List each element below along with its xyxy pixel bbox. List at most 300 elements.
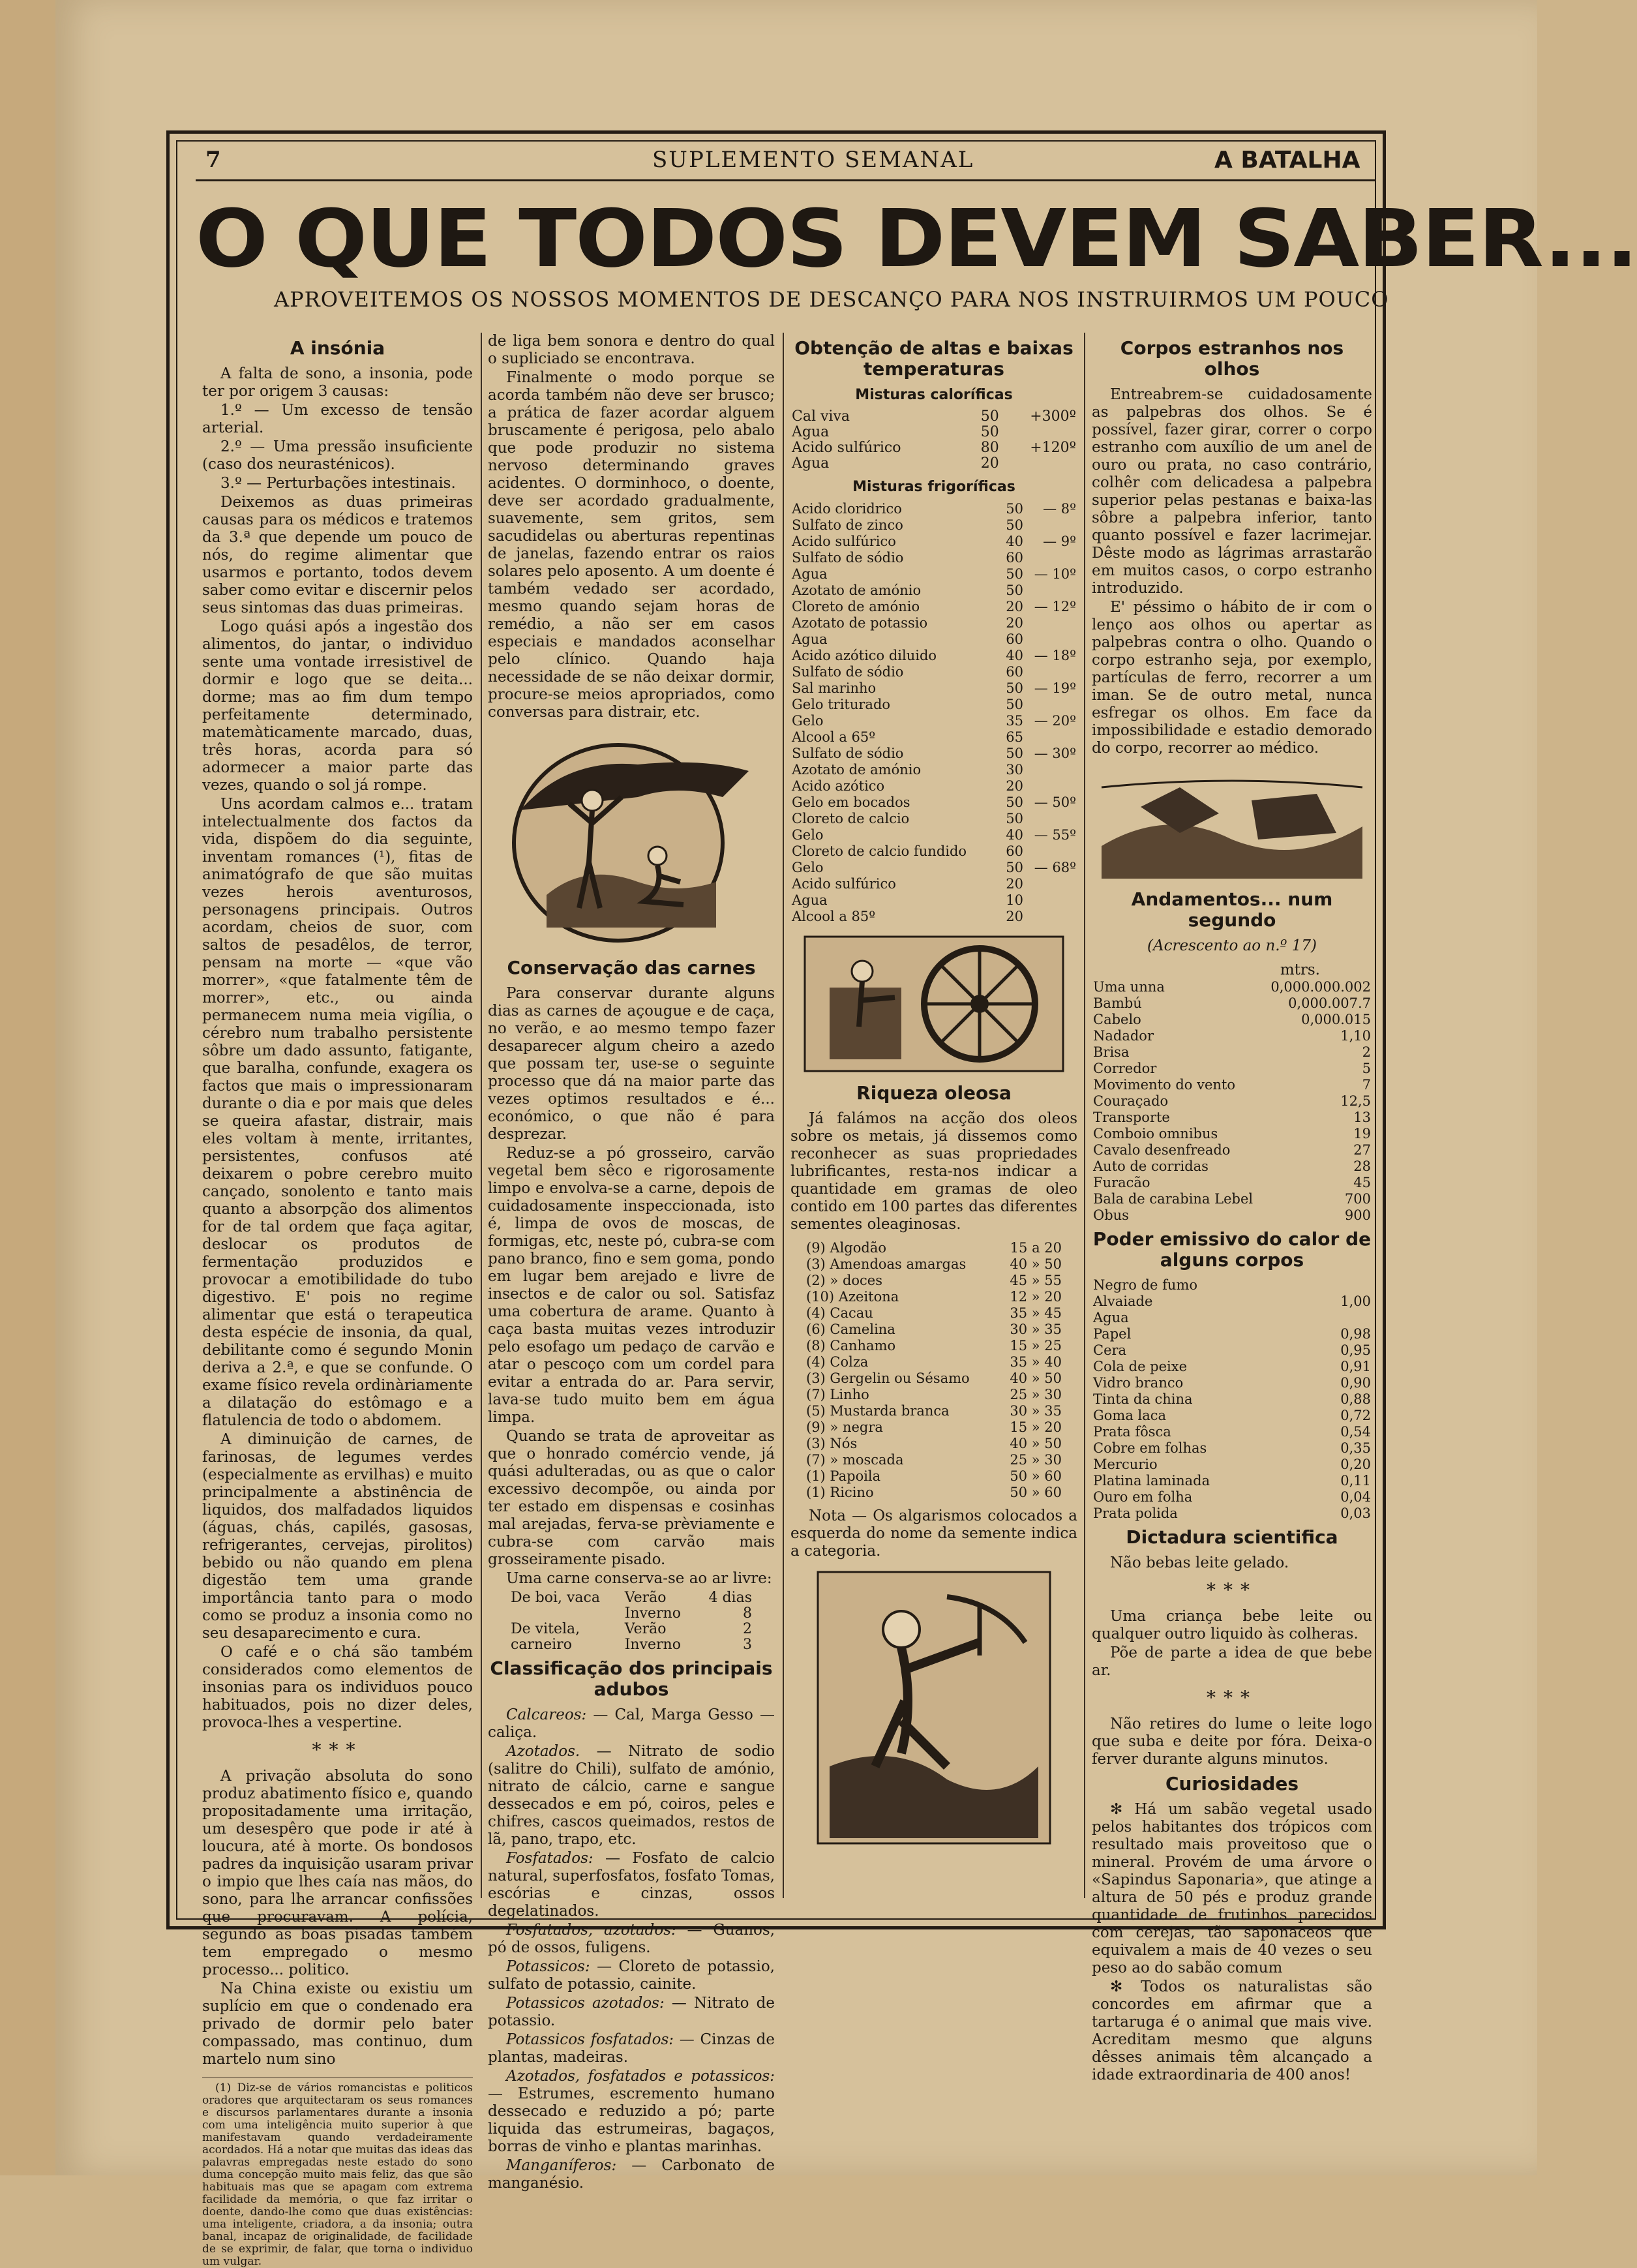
- substance-cell: Sal marinho: [792, 680, 877, 696]
- calor-title: Poder emissivo do calor de alguns corpos: [1092, 1228, 1372, 1271]
- result-cell: [1025, 697, 1077, 713]
- result-cell: +120º: [1030, 440, 1076, 456]
- speed-name-cell: Transporte: [1093, 1110, 1170, 1125]
- substance-cell: Alcool a 85º: [792, 909, 876, 924]
- dictadura-title: Dictadura scientifica: [1126, 1526, 1338, 1548]
- result-cell: [1025, 615, 1077, 631]
- speed-value-cell: 45: [1353, 1175, 1371, 1190]
- emissivity-cell: 0,04: [1340, 1489, 1371, 1505]
- insonia-cause-3: 3.º — Perturbações intestinais.: [220, 475, 456, 492]
- parts-cell: 35: [1006, 713, 1024, 729]
- miner-with-pickaxe-illustration: [817, 1571, 1051, 1845]
- emissivity-cell: 0,90: [1340, 1375, 1371, 1391]
- result-cell: — 20º: [1034, 713, 1076, 729]
- adubo-item: [488, 1850, 775, 1920]
- carnes-paragraph: Uma carne conserva-se ao ar livre:: [506, 1570, 772, 1587]
- supplement-title: SUPLEMENTO SEMANAL: [652, 147, 974, 173]
- adubo-text: — Nitrato de potassio.: [488, 1995, 775, 2029]
- carnes-title: Conservação das carnes: [507, 957, 756, 978]
- carnes-table: [509, 1590, 753, 1653]
- body-name-cell: Alvaiade: [1093, 1293, 1153, 1309]
- table-row: [805, 1273, 1063, 1289]
- table-row: [790, 409, 1077, 425]
- substance-cell: Sulfato de sódio: [792, 746, 904, 761]
- table-row: [1092, 1028, 1372, 1044]
- adubo-text: — Estrumes, escremento humano dessecado e reduzido a pó; parte liquida das estrumeiras, bagaços, borras de vinho e plantas marinhas.: [488, 2085, 775, 2155]
- table-row: [805, 1240, 1063, 1256]
- table-row: [509, 1622, 753, 1637]
- adubo-item: [488, 2068, 775, 2156]
- oleosa-table: [805, 1240, 1063, 1501]
- substance-cell: Agua: [792, 455, 830, 472]
- table-row: [805, 1485, 1063, 1501]
- adubos-title: Classificação dos principais adubos: [490, 1657, 773, 1700]
- sub-headline: APROVEITEMOS OS NOSSOS MOMENTOS DE DESCANÇO PARA NOS INSTRUIRMOS UM POUCO: [274, 287, 1389, 312]
- speed-value-cell: 700: [1344, 1191, 1371, 1207]
- table-row: [1092, 1326, 1372, 1342]
- seed-cell: (8) Canhamo: [806, 1338, 896, 1353]
- substance-cell: Azotato de amónio: [792, 582, 922, 598]
- substance-cell: Acido azótico: [792, 778, 885, 794]
- parts-cell: 50: [980, 424, 999, 440]
- emissivity-cell: 0,91: [1340, 1359, 1371, 1374]
- range-cell: 40 » 50: [1010, 1436, 1062, 1451]
- table-row: [1092, 1077, 1372, 1093]
- adubo-text: — Fosfato de calcio natural, superfosfatos, fosfato Tomas, escórias e cinzas, ossos degelatinados.: [488, 1850, 775, 1920]
- result-cell: — 50º: [1034, 794, 1076, 810]
- adubo-label: Potassicos:: [506, 1958, 590, 1975]
- body-name-cell: Vidro branco: [1093, 1375, 1184, 1391]
- adubo-text: — Guanos, pó de ossos, fuligens.: [488, 1922, 775, 1956]
- substance-cell: Acido cloridrico: [792, 501, 902, 517]
- parts-cell: 60: [1006, 664, 1024, 680]
- speed-value-cell: 27: [1353, 1142, 1371, 1158]
- insonia-paragraph: Uns acordam calmos e... tratam intelectualmente dos factos da vida, dispõem do dia seguinte, inventam romances (¹), fitas de animatógrafo de que são muitas vezes herois aventurosos, personagens principais. Outros acordam, cheios de suor, com saltos de pesadêlos, de terror, pensam na morte — «que vão morrer», «que fatalmente têm de morrer», etc., ou ainda permanecem numa meia vigília, o cérebro num trabalho persistente sôbre um dado assunto, fatigante, que baralha, confunde, exagera os factos que mais o impressionaram durante o dia e por mais que deles se queira afastar, distrair, mais eles voltam à mente, irritantes, persistentes, confusos até deixarem o pobre cerebro muito cançado, sonolento e tanto mais quanto a absorpção dos alimentos for de tal ordem que faça agitar, deslocar os produtos de fermentação produzidos e provocar a emotibilidade do tubo digestivo. E' pois no regime alimentar que está o terapeutica desta espécie de insonia, da qual, debilitante como é segundo Monin deriva a 2.ª, e que se confunde. O exame físico revela ordinàriamente a dilatação do estômago e a flatulencia de todo o abdomem.: [202, 796, 473, 1429]
- table-row: [790, 843, 1077, 860]
- andamentos-subtitle: (Acrescento ao n.º 17): [1147, 937, 1317, 954]
- section-stars: ***: [1207, 1687, 1257, 1708]
- page-edge: [0, 0, 57, 2175]
- parts-cell: 50: [1006, 697, 1024, 712]
- speed-name-cell: Movimento do vento: [1093, 1077, 1236, 1093]
- table-row: [509, 1637, 753, 1653]
- parts-cell: 80: [980, 440, 999, 456]
- meat-cell: De boi, vaca: [511, 1590, 600, 1606]
- section-stars: ***: [1207, 1579, 1257, 1601]
- page-number: 7: [205, 147, 221, 173]
- range-cell: 40 » 50: [1010, 1256, 1062, 1272]
- table-row: [790, 631, 1077, 648]
- adubo-label: Fosfatados, azotados:: [506, 1922, 676, 1939]
- table-row: [1092, 1093, 1372, 1110]
- substance-cell: Cloreto de calcio fundido: [792, 843, 967, 859]
- emissivity-cell: 0,72: [1340, 1408, 1371, 1423]
- speed-name-cell: Cavalo desenfreado: [1093, 1142, 1231, 1158]
- body-name-cell: Prata polida: [1093, 1505, 1178, 1521]
- emissivity-cell: [1312, 1277, 1372, 1293]
- range-cell: 25 » 30: [1010, 1387, 1062, 1402]
- table-row: [805, 1256, 1063, 1273]
- table-row: [790, 440, 1077, 456]
- table-row: [790, 680, 1077, 697]
- table-row: [790, 860, 1077, 876]
- calor-table: [1092, 1277, 1372, 1522]
- carnes-paragraph: Para conservar durante alguns dias as carnes de açougue e de caça, no verão, e ao mesmo tempo fazer desaparecer algum cheiro a azedo que possam ter, use-se o seguinte processo que dá na maior parte das vezes optimos resultados e é... económico, o que não é para desprezar.: [488, 985, 775, 1143]
- table-row: [790, 648, 1077, 664]
- range-cell: 25 » 30: [1010, 1452, 1062, 1468]
- range-cell: 35 » 45: [1010, 1305, 1062, 1321]
- speed-value-cell: 7: [1362, 1077, 1371, 1093]
- adubo-text: — Carbonato de manganésio.: [488, 2157, 775, 2192]
- column-divider: [481, 333, 482, 1898]
- dictadura-paragraph: Não bebas leite gelado.: [1110, 1554, 1289, 1571]
- body-name-cell: Negro de fumo: [1093, 1277, 1198, 1293]
- table-row: [790, 729, 1077, 746]
- adubo-text: — Nitrato de sodio (salitre do Chili), sulfato de amónio, nitrato de cálcio, carne e sangue dessecados e em pó, coiros, peles e chifres, cascos queimados, restos de lã, pano, trapo, etc.: [488, 1743, 775, 1848]
- speed-value-cell: 13: [1353, 1110, 1371, 1125]
- substance-cell: Cloreto de amónio: [792, 599, 920, 614]
- machinery-illustration: [803, 935, 1064, 1072]
- table-row: [805, 1468, 1063, 1485]
- body-name-cell: Tinta da china: [1093, 1391, 1193, 1407]
- adubo-item: [488, 1922, 775, 1957]
- adubo-item: [488, 1958, 775, 1993]
- table-row: [790, 892, 1077, 909]
- newspaper-name: A BATALHA: [1214, 147, 1360, 174]
- parts-cell: 40: [1006, 648, 1024, 663]
- insonia-cause-2: 2.º — Uma pressão insuficiente (caso dos neurasténicos).: [202, 438, 473, 473]
- emissivity-cell: 0,88: [1340, 1391, 1371, 1407]
- result-cell: [1025, 550, 1077, 566]
- substance-cell: Acido sulfúrico: [792, 440, 901, 456]
- table-row: [790, 811, 1077, 827]
- substance-cell: Agua: [792, 424, 830, 440]
- seed-cell: (10) Azeitona: [806, 1289, 899, 1305]
- result-cell: — 19º: [1034, 680, 1076, 696]
- table-row: [1092, 1505, 1372, 1522]
- result-cell: — 8º: [1043, 501, 1076, 517]
- parts-cell: 20: [1006, 876, 1024, 892]
- result-cell: — 30º: [1034, 746, 1076, 761]
- table-row: [1092, 1191, 1372, 1207]
- speed-value-cell: 0,000.000.002: [1270, 979, 1371, 995]
- adubo-text: — Cal, Marga Gesso — caliça.: [488, 1706, 775, 1741]
- table-row: [805, 1289, 1063, 1305]
- insonia-footnote: [202, 2078, 473, 2268]
- adubo-label: Azotados.: [506, 1743, 580, 1760]
- seed-cell: (7) Linho: [806, 1387, 869, 1402]
- body-name-cell: Goma laca: [1093, 1408, 1167, 1423]
- meat-cell: carneiro: [511, 1637, 572, 1653]
- body-name-cell: Mercurio: [1093, 1457, 1158, 1472]
- emissivity-cell: [1312, 1310, 1372, 1326]
- parts-cell: 50: [1006, 582, 1024, 598]
- table-row: [790, 550, 1077, 566]
- insonia-title: A insónia: [290, 337, 385, 359]
- adubo-item: [488, 1995, 775, 2030]
- speed-name-cell: Brisa: [1093, 1044, 1130, 1060]
- adubo-label: Fosfatados:: [506, 1850, 593, 1867]
- table-row: [1092, 1440, 1372, 1457]
- result-cell: [1025, 909, 1077, 925]
- range-cell: 15 » 20: [1010, 1419, 1062, 1435]
- parts-cell: 50: [1006, 566, 1024, 582]
- range-cell: 30 » 35: [1010, 1322, 1062, 1337]
- speed-name-cell: Cabelo: [1093, 1012, 1141, 1027]
- carnes-paragraph: Quando se trata de aproveitar as que o honrado comércio vende, já quási adulteradas, ou as que o calor excessivo decompõe, ou ainda por ter estado em dispensas e cosinhas mal arejadas, ferva-se prèviamente e cubra-se com carvão mais grosseiramente pisado.: [488, 1428, 775, 1568]
- insonia-intro: A falta de sono, a insonia, pode ter por origem 3 causas:: [202, 365, 473, 400]
- olhos-paragraph: E' péssimo o hábito de ir com o lenço aos olhos ou apertar as palpebras contra o olho. Quando o corpo estranho seja, por exemplo, partículas de ferro, recorrer a um iman. Se de outro metal, nunca esfregar os olhos. Em face da impossibilidade e estadio demorado do corpo, recorrer ao médico.: [1092, 599, 1372, 757]
- table-row: [1092, 979, 1372, 995]
- emissivity-cell: 1,00: [1340, 1293, 1371, 1309]
- time-cell: 2: [743, 1621, 752, 1637]
- speed-name-cell: Nadador: [1093, 1028, 1154, 1044]
- result-cell: [1025, 778, 1077, 794]
- table-row: [790, 909, 1077, 925]
- substance-cell: Acido sulfúrico: [792, 876, 896, 892]
- result-cell: [1025, 664, 1077, 680]
- frigorificas-title: Misturas frigoríficas: [852, 479, 1015, 495]
- column-1: [202, 333, 473, 2268]
- seed-cell: (3) Amendoas amargas: [806, 1256, 967, 1272]
- parts-cell: 50: [1006, 501, 1024, 517]
- speed-value-cell: 19: [1353, 1126, 1371, 1142]
- result-cell: +300º: [1030, 408, 1076, 425]
- table-row: [790, 746, 1077, 762]
- curiosidades-paragraph: ✻ Todos os naturalistas são concordes em afirmar que a tartaruga é o animal que mais vive. Acreditam mesmo que alguns dêsses animais têm alcançado a idade extraordinaria de 400 anos!: [1092, 1978, 1372, 2083]
- substance-cell: Sulfato de sódio: [792, 550, 904, 566]
- result-cell: — 12º: [1034, 599, 1076, 614]
- body-name-cell: Ouro em folha: [1093, 1489, 1193, 1505]
- seed-cell: (4) Cacau: [806, 1305, 873, 1321]
- substance-cell: Cal viva: [792, 408, 850, 425]
- carnes-paragraph: Reduz-se a pó grosseiro, carvão vegetal bem sêco e rigorosamente limpo e envolva-se a carne, depois de cuidadosamente inspeccionada, isto é, limpa de ovos de moscas, de formigas, etc, neste pó, cubra-se com pano branco, fino e sem goma, pondo em lugar bem arejado e livre de insectos e de calor ou sol. Satisfaz uma cobertura de arame. Quanto à caça basta muitas vezes introduzir pelo esofago um pedaço de carvão e atar o pescoço com um cordel para evitar a entrada do ar. Para servir, lava-se tudo muito bem em água limpa.: [488, 1145, 775, 1426]
- table-row: [790, 762, 1077, 778]
- speed-name-cell: Uma unna: [1093, 979, 1165, 995]
- table-row: [1092, 1457, 1372, 1473]
- table-row: [1092, 1158, 1372, 1175]
- speed-name-cell: Furacão: [1093, 1175, 1150, 1190]
- result-cell: [1025, 843, 1077, 860]
- seed-cell: (3) Nós: [806, 1436, 858, 1451]
- andamentos-title: Andamentos... num segundo: [1131, 888, 1333, 931]
- table-row: [1092, 1012, 1372, 1028]
- time-cell: 3: [743, 1637, 752, 1653]
- table-row: [790, 713, 1077, 729]
- range-cell: 12 » 20: [1010, 1289, 1062, 1305]
- emissivity-cell: 0,03: [1340, 1505, 1371, 1521]
- section-stars: ***: [312, 1739, 363, 1761]
- range-cell: 35 » 40: [1010, 1354, 1062, 1370]
- table-row: [509, 1606, 753, 1622]
- table-row: [1092, 1391, 1372, 1408]
- result-cell: [1025, 876, 1077, 892]
- insonia-paragraph: Finalmente o modo porque se acorda também não deve ser brusco; a prática de fazer acordar alguem bruscamente é perigosa, pelo abalo que pode produzir no sistema nervoso determinando graves acidentes. O dorminhoco, o doente, deve ser acordado gradualmente, suavemente, sem gritos, sem sacudidelas ou aberturas repentinas de janelas, fazendo entrar os raios solares pelo aposento. A um doente é também vedado ser acordado, mesmo quando sejam horas de remédio, a não ser em casos especiais e mandados aconselhar pelo clínico. Quando haja necessidade de se não deixar dormir, procure-se meios apropriados, como conversas para distrair, etc.: [488, 369, 775, 721]
- table-row: [1092, 1424, 1372, 1440]
- footnote-text: (1) Diz-se de vários romancistas e politicos oradores que arquitectaram os seus romances e discursos parlamentares durante a insonia com uma inteligência muito superior à que manifestavam quando verdadeiramente acordados. Há a notar que muitas das ideas das palavras empregadas neste estado do sono duma concepção muito mais feliz, das que são habituais mas que se apagam com extrema facilidade da memória, o que faz irritar o doente, dando-lhe como que duas existências: uma inteligente, criadora, a da insonia; outra banal, incapaz de originalidade, de facilidade de se exprimir, de falar, que torna o individuo um vulgar.: [202, 2081, 473, 2268]
- adubo-item: [488, 1743, 775, 1849]
- season-cell: Verão: [624, 1590, 667, 1606]
- parts-cell: 40: [1006, 534, 1024, 549]
- range-cell: 50 » 60: [1010, 1468, 1062, 1484]
- insonia-paragraph: Logo quási após a ingestão dos alimentos, do jantar, o individuo sente uma vontade irresistivel de dormir e logo que se deita... dorme; mas ao fim dum tempo perfeitamente determinado, matemàticamente marcado, duas, três horas, acorda para só adormecer a maior parte das vezes, quando o sol já rompe.: [202, 618, 473, 794]
- adubo-label: Calcareos:: [506, 1706, 587, 1723]
- header-rule: [196, 179, 1376, 181]
- column-2: [488, 333, 775, 2192]
- result-cell: — 9º: [1043, 534, 1076, 549]
- parts-cell: 50: [1006, 794, 1024, 810]
- substance-cell: Cloreto de calcio: [792, 811, 910, 826]
- speed-name-cell: Obus: [1093, 1207, 1129, 1223]
- table-row: [1092, 1126, 1372, 1142]
- result-cell: [1000, 456, 1077, 472]
- table-row: [790, 425, 1077, 440]
- adubo-text: — Cloreto de potassio, sulfato de potassio, cainite.: [488, 1958, 775, 1993]
- substance-cell: Gelo: [792, 713, 824, 729]
- calorificas-title: Misturas caloríficas: [855, 387, 1013, 403]
- substance-cell: Alcool a 65º: [792, 729, 876, 745]
- body-name-cell: Agua: [1093, 1310, 1129, 1325]
- main-headline: O QUE TODOS DEVEM SABER...: [196, 192, 1637, 285]
- andamentos-unit: mtrs.: [1280, 961, 1320, 978]
- result-cell: [1025, 892, 1077, 909]
- table-row: [1092, 1408, 1372, 1424]
- table-row: [790, 827, 1077, 843]
- emissivity-cell: 0,54: [1340, 1424, 1371, 1440]
- result-cell: — 68º: [1034, 860, 1076, 875]
- table-row: [790, 778, 1077, 794]
- range-cell: 15 a 20: [1010, 1240, 1062, 1256]
- substance-cell: Acido azótico diluido: [792, 648, 937, 663]
- oleosa-intro: Já falámos na acção dos oleos sobre os metais, já dissemos como reconhecer as suas propriedades lubrificantes, resta-nos indicar a quantidade em gramas de oleo contido em 100 partes das diferentes sementes oleaginosas.: [790, 1110, 1077, 1233]
- oleosa-title: Riqueza oleosa: [856, 1082, 1012, 1104]
- table-row: [805, 1338, 1063, 1354]
- result-cell: [1025, 811, 1077, 827]
- table-row: [805, 1370, 1063, 1387]
- body-name-cell: Cola de peixe: [1093, 1359, 1188, 1374]
- table-row: [790, 534, 1077, 550]
- substance-cell: Gelo: [792, 860, 824, 875]
- insonia-paragraph: A privação absoluta do sono produz abatimento físico e, quando propositadamente uma irritação, um desespêro que pode ir até à loucura, até à morte. Os bondosos padres da inquisição usaram privar o impio que lhes caía nas mãos, do sono, para lhe arrancar confissões que procuravam. A polícia, segundo as boas pisadas também tem empregado o mesmo processo... politico.: [202, 1768, 473, 1978]
- parts-cell: 65: [1006, 729, 1024, 745]
- temperaturas-title: Obtenção de altas e baixas temperaturas: [794, 337, 1074, 380]
- parts-cell: 60: [1006, 631, 1024, 647]
- column-divider: [783, 333, 784, 1898]
- seed-cell: (2) » doces: [806, 1273, 882, 1288]
- table-row: [805, 1305, 1063, 1322]
- speed-name-cell: Bala de carabina Lebel: [1093, 1191, 1254, 1207]
- result-cell: — 18º: [1034, 648, 1076, 663]
- table-row: [1092, 1310, 1372, 1326]
- table-row: [1092, 1110, 1372, 1126]
- parts-cell: 60: [1006, 843, 1024, 859]
- substance-cell: Azotato de potassio: [792, 615, 928, 631]
- table-row: [805, 1387, 1063, 1403]
- parts-cell: 60: [1006, 550, 1024, 566]
- table-row: [790, 876, 1077, 892]
- range-cell: 15 » 25: [1010, 1338, 1062, 1353]
- range-cell: 40 » 50: [1010, 1370, 1062, 1386]
- emissivity-cell: 0,35: [1340, 1440, 1371, 1456]
- insonia-paragraph: A diminuição de carnes, de farinosas, de legumes verdes (especialmente as ervilhas) e muito principalmente a abstinência de liquidos, dos malfadados liquidos (águas, chás, capilés, gasosas, refrigerantes, cervejas, pirolitos) bebido ou não quando em plena digestão tem uma grande importância tanto para o modo como se produz a insonia como no seu desaparecimento e cura.: [202, 1431, 473, 1642]
- emissivity-cell: 0,95: [1340, 1342, 1371, 1358]
- table-row: [1092, 1044, 1372, 1061]
- seed-cell: (6) Camelina: [806, 1322, 895, 1337]
- adubo-label: Azotados, fosfatados e potassicos:: [506, 2068, 775, 2085]
- table-row: [790, 697, 1077, 713]
- table-row: [1092, 1359, 1372, 1375]
- seed-cell: (3) Gergelin ou Sésamo: [806, 1370, 970, 1386]
- table-row: [790, 456, 1077, 472]
- body-name-cell: Cera: [1093, 1342, 1127, 1358]
- result-cell: [1000, 425, 1077, 440]
- table-row: [805, 1322, 1063, 1338]
- range-cell: 45 » 55: [1010, 1273, 1062, 1288]
- curiosidades-paragraph: ✻ Há um sabão vegetal usado pelos habitantes dos trópicos com resultado mais proveitoso que o mineral. Provém de uma árvore o «Sapindus Saponaria», que atinge a altura de 50 pés e produz grande quantidade de frutinhos parecidos com cerejas, tão saponaceos que equivalem a mais de 40 vezes o seu peso ao do sabão comum: [1092, 1801, 1372, 1976]
- season-cell: Verão: [624, 1621, 667, 1637]
- table-row: [1092, 1061, 1372, 1077]
- table-row: [1092, 1277, 1372, 1293]
- result-cell: [1025, 762, 1077, 778]
- adubo-label: Potassicos azotados:: [506, 1995, 665, 2012]
- time-cell: 8: [743, 1605, 752, 1622]
- substance-cell: Gelo em bocados: [792, 794, 910, 810]
- table-row: [805, 1452, 1063, 1468]
- parts-cell: 20: [1006, 615, 1024, 631]
- andamentos-table: [1092, 979, 1372, 1224]
- range-cell: 30 » 35: [1010, 1403, 1062, 1419]
- table-row: [790, 664, 1077, 680]
- substance-cell: Sulfato de zinco: [792, 517, 903, 533]
- adubo-item: [488, 2157, 775, 2192]
- parts-cell: 20: [1006, 778, 1024, 794]
- meat-cell: De vitela,: [511, 1621, 580, 1637]
- olhos-title: Corpos estranhos nos olhos: [1120, 337, 1344, 380]
- substance-cell: Agua: [792, 566, 828, 582]
- adubo-label: Potassicos fosfatados:: [506, 2031, 674, 2048]
- table-row: [790, 794, 1077, 811]
- result-cell: [1025, 729, 1077, 746]
- speed-value-cell: 1,10: [1340, 1028, 1371, 1044]
- seed-cell: (9) Algodão: [806, 1240, 886, 1256]
- adubo-item: [488, 1706, 775, 1742]
- adubo-item: [488, 2031, 775, 2066]
- table-row: [790, 517, 1077, 534]
- speed-value-cell: 900: [1344, 1207, 1371, 1223]
- table-row: [805, 1354, 1063, 1370]
- parts-cell: 50: [1006, 746, 1024, 761]
- insonia-paragraph: Deixemos as duas primeiras causas para os médicos e tratemos da 3.ª que depende um pouco de nós, do regime alimentar que usarmos e portanto, todos devem saber como evitar e discernir pelos seus sintomas das duas primeiras.: [202, 494, 473, 616]
- table-row: [790, 501, 1077, 517]
- emissivity-cell: 0,20: [1340, 1457, 1371, 1472]
- substance-cell: Agua: [792, 631, 828, 647]
- seed-cell: (5) Mustarda branca: [806, 1403, 950, 1419]
- dictadura-paragraph: Põe de parte a idea de que bebe ar.: [1092, 1644, 1372, 1679]
- parts-cell: 20: [1006, 599, 1024, 614]
- seed-cell: (4) Colza: [806, 1354, 869, 1370]
- speed-name-cell: Corredor: [1093, 1061, 1157, 1076]
- parts-cell: 10: [1006, 892, 1024, 908]
- range-cell: 50 » 60: [1010, 1485, 1062, 1500]
- curiosidades-title: Curiosidades: [1165, 1773, 1299, 1794]
- parts-cell: 30: [1006, 762, 1024, 778]
- column-3: [790, 333, 1077, 1898]
- season-cell: Inverno: [624, 1605, 681, 1622]
- nude-figures-illustration: [507, 732, 755, 947]
- dictadura-paragraph: Uma criança bebe leite ou qualquer outro liquido às colheras.: [1092, 1608, 1372, 1642]
- frigorificas-table: [790, 501, 1077, 925]
- substance-cell: Gelo triturado: [792, 697, 891, 712]
